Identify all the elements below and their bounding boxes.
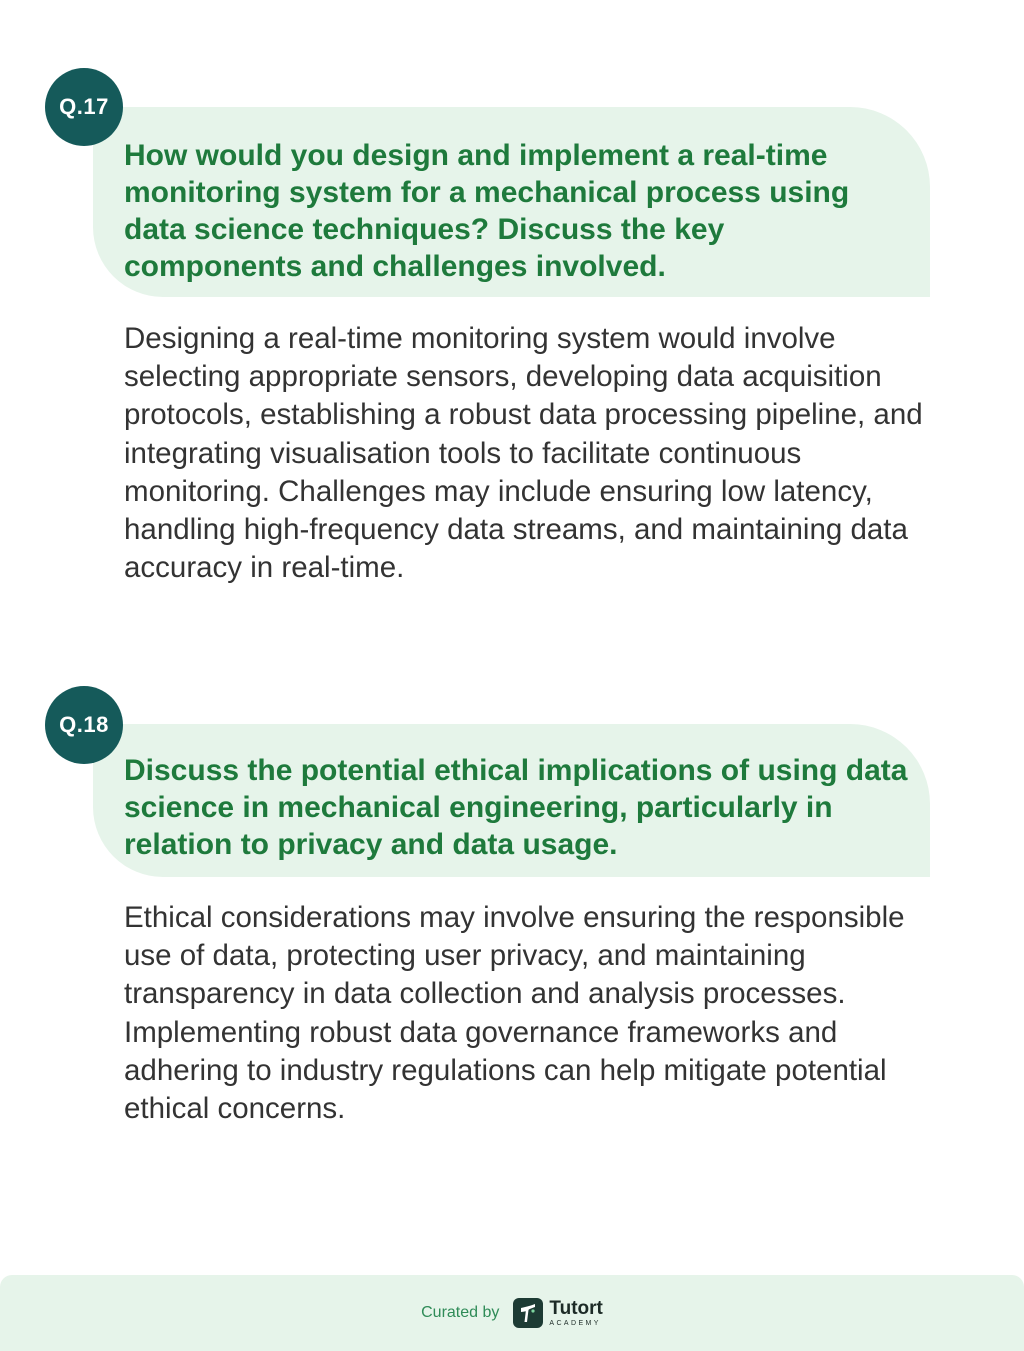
question-card: [93, 107, 930, 297]
question-card: [93, 724, 930, 877]
curated-by-label: Curated by: [421, 1304, 500, 1321]
brand-logo: [549, 1299, 602, 1327]
brand-name: Tutort: [549, 1298, 603, 1319]
question-badge: Q.17: [45, 68, 123, 146]
brand-subtitle: ACADEMY: [549, 1320, 601, 1327]
question-text: Discuss the potential ethical implications of using data science in mechanical engineering, particularly in relation to privacy and data usage.: [124, 754, 908, 861]
answer-text: Designing a real-time monitoring system would involve selecting appropriate sensors, developing data acquisition protocols, establishing a robust data processing pipeline, and integrating visualisation tools to facilitate continuous monitoring. Challenges may include ensuring low latency, handling high-frequency data streams, and maintaining data accuracy in real-time.: [124, 322, 923, 585]
answer-text: Ethical considerations may involve ensuring the responsible use of data, protecting user privacy, and maintaining transparency in data collection and analysis processes. Implementing robust data governance frameworks and adhering to industry regulations can help mitigate potential ethical concerns.: [124, 901, 905, 1126]
question-badge: Q.18: [45, 686, 123, 764]
question-text: How would you design and implement a real-time monitoring system for a mechanical process using data science techniques? Discuss the key components and challenges involved.: [124, 139, 850, 283]
footer: [0, 1275, 1024, 1351]
tutort-logo-icon: [513, 1298, 543, 1328]
